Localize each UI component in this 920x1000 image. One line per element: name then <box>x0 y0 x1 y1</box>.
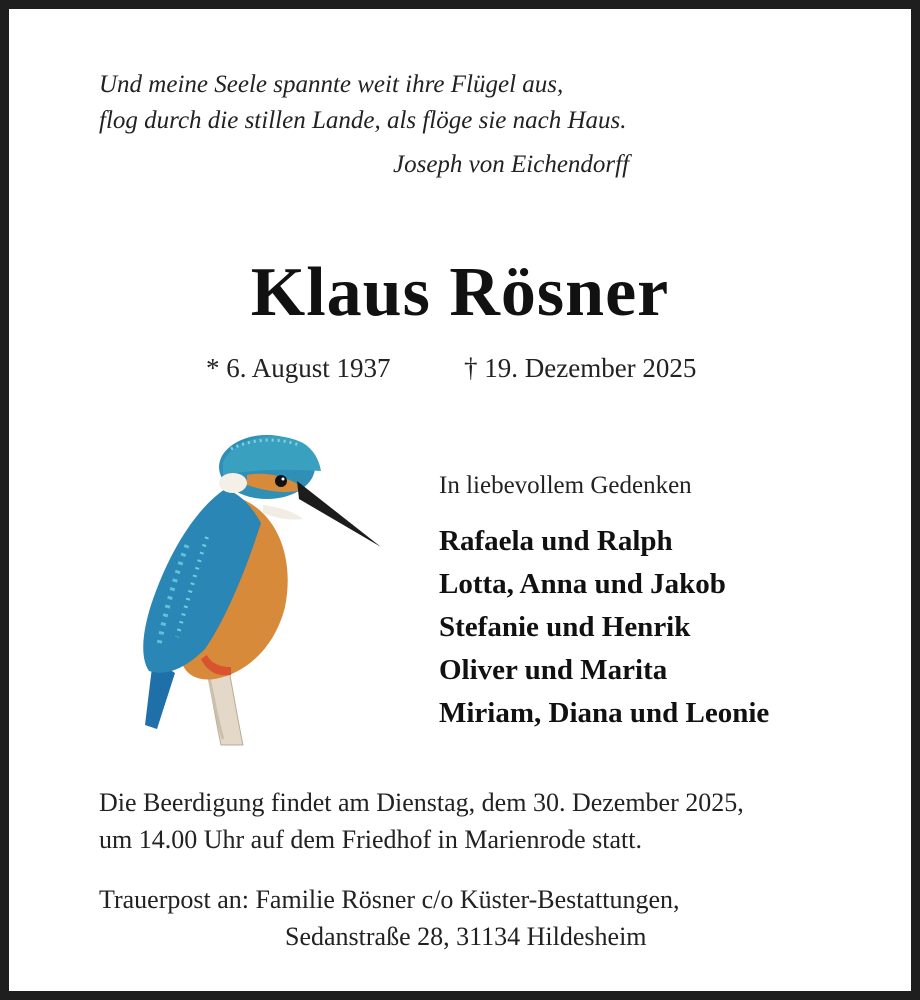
quote-author: Joseph von Eichendorff <box>393 151 630 178</box>
kingfisher-icon <box>127 427 387 747</box>
memorial-intro: In liebevollem Gedenken <box>439 472 692 499</box>
quote-line-2: flog durch die stillen Lande, als flöge sie nach Haus. <box>99 107 627 134</box>
birth-date: * 6. August 1937 <box>206 353 391 383</box>
condolence-line-1: Trauerpost an: Familie Rösner c/o Küster-Bestattungen, <box>99 885 680 914</box>
poem-quote <box>99 67 659 139</box>
mourners-list <box>439 520 769 735</box>
list-item: Miriam, Diana und Leonie <box>439 697 770 729</box>
quote-line-1: Und meine Seele spannte weit ihre Flügel aus, <box>99 71 564 98</box>
funeral-line-2: um 14.00 Uhr auf dem Friedhof in Marienrode statt. <box>99 825 642 854</box>
list-item: Rafaela und Ralph <box>439 525 673 557</box>
condolence-address <box>99 881 859 955</box>
funeral-line-1: Die Beerdigung findet am Dienstag, dem 30. Dezember 2025, <box>99 788 744 817</box>
condolence-line-2: Sedanstraße 28, 31134 Hildesheim <box>285 922 647 951</box>
funeral-info <box>99 784 859 858</box>
list-item: Oliver und Marita <box>439 654 668 686</box>
list-item: Lotta, Anna und Jakob <box>439 568 726 600</box>
list-item: Stefanie und Henrik <box>439 611 691 643</box>
deceased-name: Klaus Rösner <box>250 254 670 331</box>
death-date: † 19. Dezember 2025 <box>464 353 697 383</box>
